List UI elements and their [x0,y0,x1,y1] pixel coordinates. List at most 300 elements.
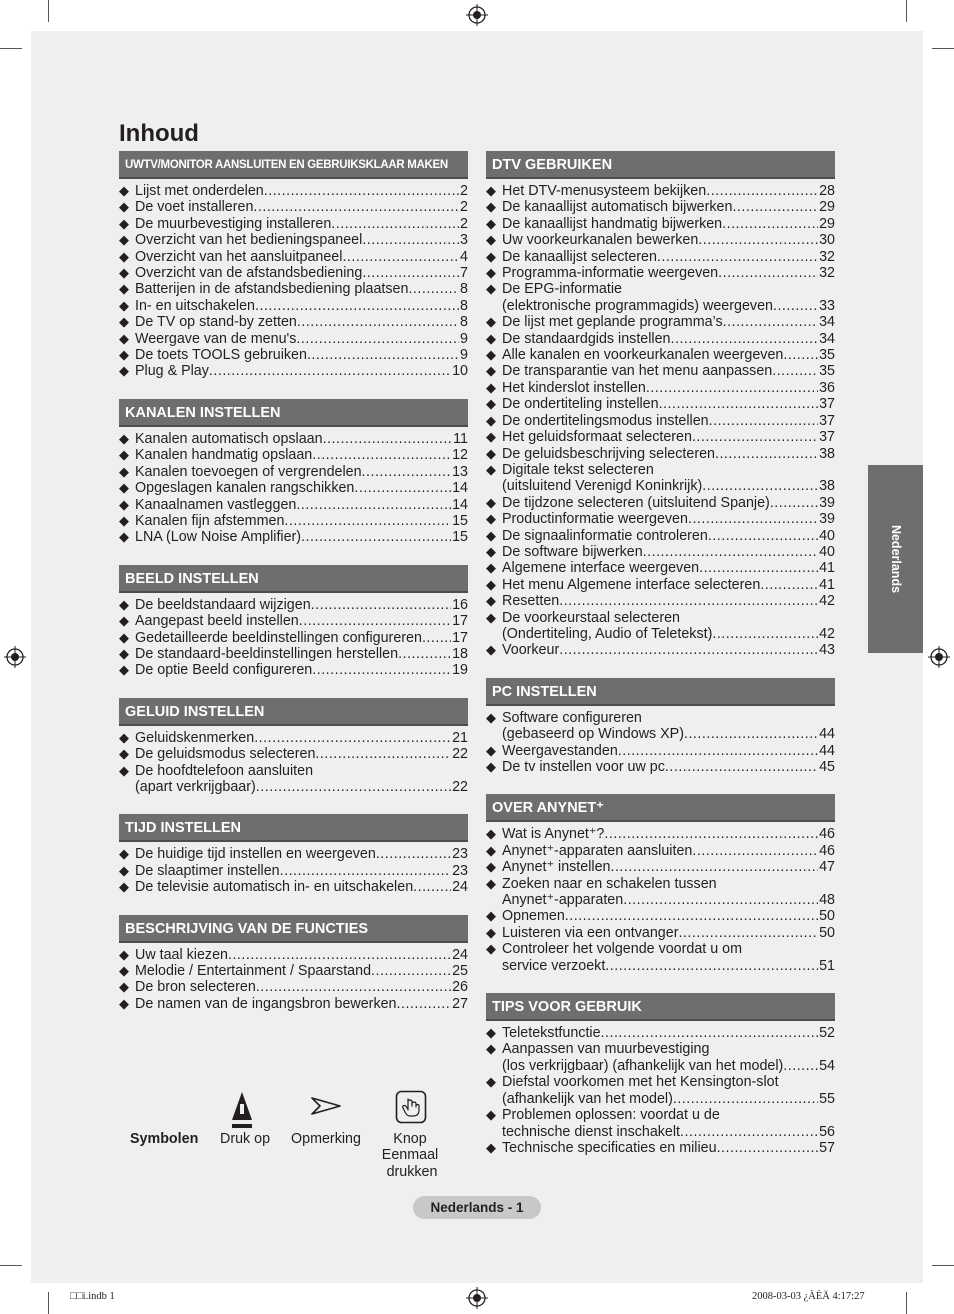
diamond-bullet-icon: ◆ [119,265,129,281]
toc-entry[interactable] [486,216,835,232]
toc-entry-content [135,281,468,297]
toc-page-number: 34 [819,330,835,347]
toc-page-number: 35 [819,363,835,380]
toc-entry-line [135,947,468,963]
dot-leader [253,199,459,215]
diamond-bullet-icon: ◆ [486,379,496,395]
toc-page-number: 42 [819,625,835,642]
toc-entry[interactable] [486,843,835,859]
toc-page-number: 12 [452,447,468,464]
diamond-bullet-icon: ◆ [486,248,496,264]
toc-entry-text: Opnemen [502,908,565,925]
diamond-bullet-icon: ◆ [486,759,496,774]
toc-entry[interactable] [119,979,468,995]
toc-entry[interactable] [486,544,835,560]
toc-entry-text: De ondertitelingsmodus instellen [502,412,709,429]
toc-entry[interactable] [486,495,835,511]
toc-entry-line [502,1058,835,1074]
section-header: DTV GEBRUIKEN [486,151,835,179]
toc-entry-line [135,996,468,1012]
toc-entry[interactable] [119,447,468,463]
toc-page-number: 7 [460,265,468,282]
toc-page-number: 23 [452,846,468,863]
toc-entry-text: De geluidsbeschrijving selecteren [502,445,715,462]
toc-entry-text: De tv instellen voor uw pc [502,759,665,775]
crop-mark [906,0,907,22]
dot-leader [692,843,818,859]
registration-mark-icon [466,1287,488,1309]
toc-section [486,993,835,1156]
toc-entry-text: Aangepast beeld instellen [135,613,299,630]
toc-page-number: 13 [452,463,468,480]
toc-entry-line [135,497,468,513]
toc-entry[interactable] [119,630,468,646]
dot-leader [284,513,451,529]
toc-entry-content [135,846,468,862]
toc-entry-line [502,363,835,379]
toc-entry-text: Anynet⁺ instellen [502,859,611,876]
diamond-bullet-icon: ◆ [119,746,129,762]
diamond-bullet-icon: ◆ [486,363,496,379]
toc-entry[interactable] [486,1107,835,1140]
dot-leader [770,495,818,511]
diamond-bullet-icon: ◆ [486,396,496,412]
toc-entry[interactable] [486,941,835,974]
diamond-bullet-icon: ◆ [486,859,496,875]
diamond-bullet-icon: ◆ [119,662,129,678]
toc-entry[interactable] [486,826,835,842]
dot-leader [311,597,451,613]
toc-entry[interactable] [119,249,468,265]
toc-entry[interactable] [486,281,835,314]
diamond-bullet-icon: ◆ [486,265,496,281]
diamond-bullet-icon: ◆ [119,363,129,379]
section-header: PC INSTELLEN [486,678,835,706]
toc-entry-text: Uw voorkeurkanalen bewerken [502,232,699,249]
crop-mark [0,1265,22,1266]
toc-entry-text: De bron selecteren [135,979,256,996]
toc-entry-text: Kanalen fijn afstemmen [135,512,285,529]
toc-entry-line [135,662,468,678]
toc-entry-line [502,908,835,924]
toc-entry[interactable] [486,429,835,445]
crop-mark [48,0,49,22]
crop-mark [906,1292,907,1314]
toc-entry[interactable] [486,859,835,875]
dot-leader [657,249,818,265]
toc-section [119,151,468,380]
toc-entry[interactable] [119,597,468,613]
toc-entry[interactable] [486,331,835,347]
toc-entry-content [502,232,835,248]
toc-entry-text: (elektronische programmagids) weergeven [502,297,773,314]
toc-entry[interactable] [119,497,468,513]
toc-entry-text: Algemene interface weergeven [502,560,700,577]
dot-leader [692,429,818,445]
diamond-bullet-icon: ◆ [119,232,129,248]
dot-leader [315,746,451,762]
toc-entry[interactable] [119,480,468,496]
toc-entry-line [135,529,468,545]
dot-leader [565,908,818,924]
toc-entry[interactable] [119,331,468,347]
dot-leader [618,743,818,759]
toc-entry-line [502,958,835,974]
toc-entry-line [135,314,468,330]
toc-entry[interactable] [486,446,835,462]
dot-leader [646,380,818,396]
toc-entry-text: De TV op stand-by zetten [135,314,297,331]
toc-entry-text: Opgeslagen kanalen rangschikken [135,480,355,497]
section-gap [486,659,835,678]
toc-entry[interactable] [119,746,468,762]
toc-entry[interactable] [486,593,835,609]
toc-entry[interactable] [486,642,835,658]
dot-leader [559,642,818,658]
toc-entry[interactable] [486,183,835,199]
toc-entry[interactable] [486,577,835,593]
toc-entry-line [135,298,468,314]
toc-entry-line [135,464,468,480]
dot-leader [342,249,459,265]
toc-entry[interactable] [119,662,468,678]
toc-page-number: 44 [819,742,835,759]
toc-page-number: 39 [819,511,835,528]
diamond-bullet-icon: ◆ [119,963,129,978]
toc-entry-line [502,511,835,527]
toc-entry-content [135,249,468,265]
toc-entry-line [502,925,835,941]
toc-entry[interactable] [119,232,468,248]
toc-page-number: 52 [819,1025,835,1042]
toc-page-number: 34 [819,314,835,331]
diamond-bullet-icon: ◆ [486,445,496,461]
page-number-label: Nederlands - 1 [413,1196,541,1219]
toc-page-number: 17 [452,629,468,646]
diamond-bullet-icon: ◆ [119,430,129,446]
toc-page-number: 24 [452,946,468,963]
toc-entry-content [502,642,835,658]
toc-page-number: 42 [819,593,835,610]
toc-entry-line [135,363,468,379]
toc-entry-content [135,447,468,463]
toc-entry[interactable] [119,216,468,232]
diamond-bullet-icon: ◆ [119,946,129,962]
toc-entry[interactable] [486,314,835,330]
toc-page-number: 32 [819,248,835,265]
dot-leader [643,544,818,560]
toc-entry[interactable] [486,232,835,248]
toc-entry-line [135,183,468,199]
toc-entry-line [502,726,835,742]
dot-leader [665,759,818,775]
toc-entry-text: (gebaseerd op Windows XP) [502,726,684,743]
toc-entry-text: service verzoekt [502,957,606,974]
diamond-bullet-icon: ◆ [119,183,129,198]
crop-mark [0,48,22,49]
toc-entry-text: Luisteren via een ontvanger [502,924,679,941]
toc-entry-text: Anynet⁺-apparaten aansluiten [502,842,693,859]
toc-entry-content [135,183,468,199]
toc-entry[interactable] [486,363,835,379]
toc-list [486,822,835,974]
toc-entry-content [502,826,835,842]
toc-entry[interactable] [486,413,835,429]
toc-page-number: 14 [452,496,468,513]
one-touch-label-line-3: drukken [386,1164,438,1180]
toc-page-number: 8 [460,281,468,298]
toc-entry-content [135,963,468,979]
toc-entry-content [502,347,835,363]
toc-entry-line [135,331,468,347]
footer-timestamp: 2008-03-03 ¿ÀÈÄ 4:17:27 [752,1291,865,1302]
toc-entry[interactable] [119,513,468,529]
symbols-legend [119,1085,468,1185]
toc-entry[interactable] [486,347,835,363]
section-header: BEELD INSTELLEN [119,565,468,593]
toc-entry[interactable] [119,863,468,879]
diamond-bullet-icon: ◆ [486,609,496,625]
toc-entry-text: De optie Beeld configureren [135,662,313,679]
dot-leader [678,925,818,941]
toc-entry-line [502,560,835,576]
diamond-bullet-icon: ◆ [119,480,129,496]
toc-entry-text: De muurbevestiging installeren [135,215,332,232]
toc-entry-line [502,396,835,412]
toc-entry-line [502,298,835,314]
toc-entry-content [502,544,835,560]
toc-entry[interactable] [486,560,835,576]
toc-entry-line [502,826,835,842]
toc-entry-content [135,331,468,347]
toc-entry[interactable] [119,996,468,1012]
toc-entry[interactable] [486,710,835,743]
toc-entry[interactable] [486,511,835,527]
toc-page-number: 37 [819,412,835,429]
diamond-bullet-icon: ◆ [119,199,129,215]
dot-leader [362,265,459,281]
toc-entry-line [502,1124,835,1140]
toc-entry[interactable] [119,265,468,281]
diamond-bullet-icon: ◆ [486,494,496,510]
toc-entry[interactable] [119,879,468,895]
diamond-bullet-icon: ◆ [119,347,129,363]
toc-entry[interactable] [486,396,835,412]
toc-list [119,593,468,679]
diamond-bullet-icon: ◆ [486,709,496,725]
toc-page-number: 14 [452,480,468,497]
toc-entry[interactable] [486,743,835,759]
toc-entry[interactable] [486,380,835,396]
toc-entry-line [502,859,835,875]
toc-entry[interactable] [486,1025,835,1041]
toc-entry-line [502,1025,835,1041]
toc-entry-content [502,743,835,759]
toc-entry[interactable] [486,462,835,495]
toc-entry-text: Programma-informatie weergeven [502,265,719,282]
toc-entry-content [502,216,835,232]
toc-entry-line [502,249,835,265]
toc-entry-line [502,429,835,445]
dot-leader [610,859,818,875]
dot-leader [413,879,451,895]
toc-entry-text: De beeldstandaard wijzigen [135,596,311,613]
toc-page-number: 16 [452,596,468,613]
toc-entry[interactable] [119,431,468,447]
crop-mark [48,1292,49,1314]
toc-entry-line [135,863,468,879]
toc-entry-text: De signaalinformatie controleren [502,527,708,544]
dot-leader [209,363,451,379]
dot-leader [312,447,451,463]
diamond-bullet-icon: ◆ [486,1139,496,1155]
toc-entry-line [502,478,835,494]
toc-entry[interactable] [486,528,835,544]
toc-entry-content [502,1041,835,1074]
toc-entry-content [135,746,468,762]
toc-entry[interactable] [486,265,835,281]
toc-entry[interactable] [119,298,468,314]
diamond-bullet-icon: ◆ [119,248,129,264]
toc-entry-line [135,447,468,463]
dot-leader [673,1091,818,1107]
dot-leader [706,183,818,199]
toc-entry-text: De standaard-beeldinstellingen herstellen [135,645,399,662]
toc-page-number: 46 [819,842,835,859]
dot-leader [280,863,451,879]
toc-entry[interactable] [119,363,468,379]
toc-entry[interactable] [119,183,468,199]
toc-entry[interactable] [486,249,835,265]
toc-entry-text: Gedetailleerde beeldinstellingen configureren [135,629,422,646]
toc-entry-content [502,331,835,347]
dot-leader [702,478,818,494]
toc-entry[interactable] [119,529,468,545]
dot-leader [783,347,818,363]
toc-page-number: 19 [452,662,468,679]
toc-entry[interactable] [486,1140,835,1156]
toc-entry-text: Het menu Algemene interface selecteren [502,576,761,593]
toc-page-number: 37 [819,396,835,413]
toc-entry[interactable] [119,464,468,480]
toc-entry[interactable] [486,908,835,924]
toc-entry[interactable] [486,199,835,215]
toc-entry-content [502,908,835,924]
toc-entry[interactable] [119,763,468,796]
toc-entry-line [135,630,468,646]
toc-page-number: 22 [452,778,468,795]
toc-entry-text: De tijdzone selecteren (uitsluitend Spanje) [502,494,770,511]
toc-entry[interactable] [486,1041,835,1074]
toc-entry-line [502,347,835,363]
diamond-bullet-icon: ◆ [486,183,496,198]
toc-entry[interactable] [486,610,835,643]
toc-list [119,943,468,1013]
diamond-bullet-icon: ◆ [119,463,129,479]
toc-entry-line [135,779,468,795]
diamond-bullet-icon: ◆ [119,496,129,512]
dot-leader [228,947,451,963]
toc-entry[interactable] [119,947,468,963]
toc-entry-content [135,480,468,496]
toc-entry-content [502,495,835,511]
toc-entry-content [135,763,468,796]
toc-entry-content [502,528,835,544]
diamond-bullet-icon: ◆ [486,560,496,576]
toc-page-number: 2 [460,183,468,199]
toc-entry[interactable] [486,1074,835,1107]
toc-page-number: 15 [452,512,468,529]
section-gap [486,775,835,794]
footer-file-info: □□i.indb 1 [70,1291,115,1302]
diamond-bullet-icon: ◆ [486,527,496,543]
toc-entry[interactable] [119,846,468,862]
toc-entry-content [135,979,468,995]
toc-entry[interactable] [486,876,835,909]
toc-entry-line [135,846,468,862]
toc-entry[interactable] [119,613,468,629]
dot-leader [772,363,818,379]
dot-leader [371,963,451,979]
toc-page-number: 10 [452,363,468,380]
toc-entry[interactable] [119,199,468,215]
diamond-bullet-icon: ◆ [486,742,496,758]
crop-mark [932,1265,954,1266]
diamond-bullet-icon: ◆ [486,511,496,527]
toc-entry-text: De geluidsmodus selecteren [135,746,316,763]
toc-entry[interactable] [119,730,468,746]
toc-entry-content [135,497,468,513]
dot-leader [712,626,818,642]
toc-entry[interactable] [119,963,468,979]
toc-entry[interactable] [119,646,468,662]
dot-leader [773,298,818,314]
registration-mark-icon [928,646,950,668]
toc-entry-text: De namen van de ingangsbron bewerken [135,995,397,1012]
toc-entry-text: (los verkrijgbaar) (afhankelijk van het model) [502,1057,784,1074]
toc-entry-line [135,347,468,363]
toc-entry[interactable] [486,759,835,775]
diamond-bullet-icon: ◆ [119,281,129,297]
toc-entry[interactable] [119,281,468,297]
toc-entry-text: Aanpassen van muurbevestiging [502,1041,710,1058]
toc-entry-line [502,413,835,429]
toc-entry-line [502,642,835,658]
dot-leader [362,464,452,480]
toc-entry[interactable] [486,925,835,941]
toc-entry-content [135,947,468,963]
registration-mark-icon [4,646,26,668]
dot-leader [783,1058,818,1074]
toc-page-number: 57 [819,1139,835,1156]
dot-leader [684,726,818,742]
toc-entry-content [135,431,468,447]
section-header: BESCHRIJVING VAN DE FUNCTIES [119,915,468,943]
toc-section [486,151,835,659]
toc-entry[interactable] [119,347,468,363]
diamond-bullet-icon: ◆ [486,215,496,231]
toc-entry-text: Zoeken naar en schakelen tussen [502,875,717,892]
toc-entry[interactable] [119,314,468,330]
toc-entry-text: Controleer het volgende voordat u om [502,941,743,958]
section-header: UWTV/MONITOR AANSLUITEN EN GEBRUIKSKLAAR MAKEN [119,151,468,179]
toc-entry-text: Teletekstfunctie [502,1025,601,1042]
toc-entry-line [502,610,835,626]
toc-page-number: 45 [819,759,835,775]
toc-entry-content [135,662,468,678]
toc-entry-content [502,249,835,265]
toc-page-number: 55 [819,1090,835,1107]
